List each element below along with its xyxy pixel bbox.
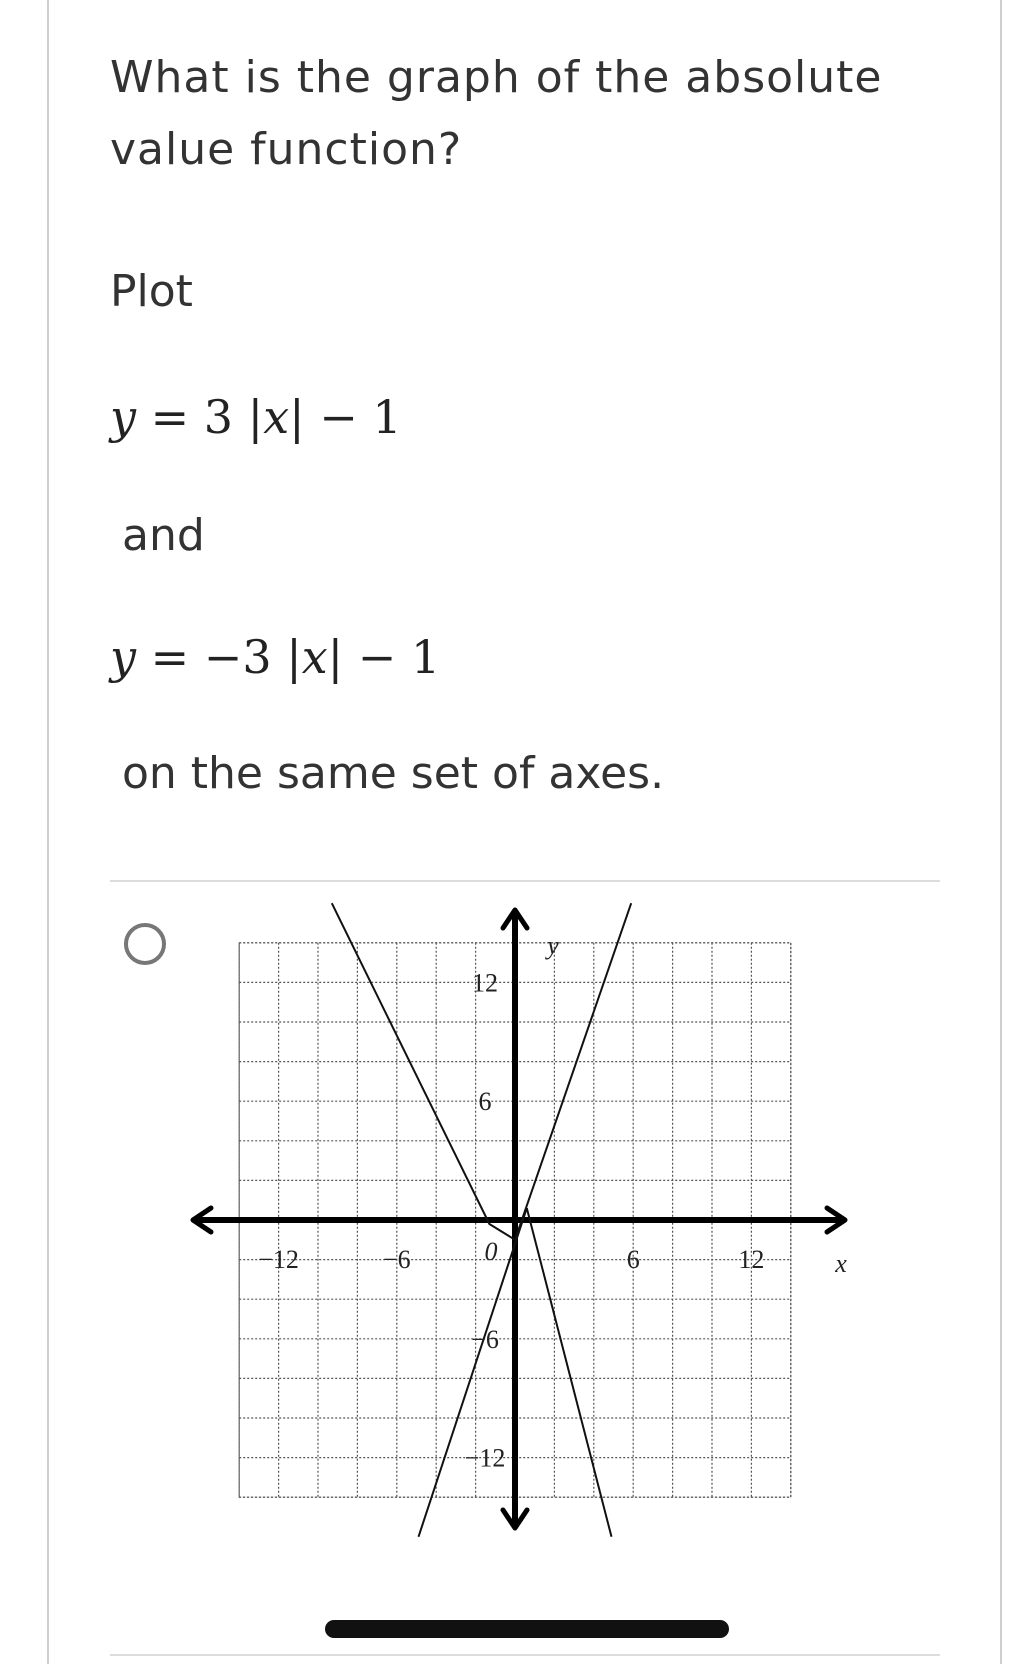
equation-2-y: y [110,630,136,684]
answer-graph [185,900,885,1620]
y-tick-label: 6 [478,1087,492,1117]
equation-1-y: y [110,390,136,444]
and-text: and [122,510,205,561]
question-text: What is the graph of the absolute value function? [110,52,883,175]
axes-instruction-text: on the same set of axes. [122,748,665,799]
frame-right-border [1000,0,1002,1664]
x-tick-label: −12 [258,1245,299,1274]
y-tick-label: −12 [464,1443,506,1473]
plot-label: Plot [110,266,193,317]
equation-2-rhs-a: = −3 | [136,630,302,684]
equation-2 [110,630,440,684]
equation-1-rhs-b: | − 1 [289,390,402,444]
equation-1 [110,390,402,444]
equation-1-rhs-a: = 3 | [136,390,264,444]
equation-2-x: x [301,630,328,684]
option-radio-button[interactable] [124,923,166,965]
option-divider-top [110,880,940,882]
y-axis-label: y [547,931,559,960]
series-line-4 [527,1208,612,1537]
y-tick-label: −6 [471,1324,499,1354]
x-axis-label: x [835,1249,847,1278]
origin-label: 0 [484,1237,498,1266]
x-tick-label: −6 [382,1245,411,1274]
series-line-3 [419,1208,527,1537]
series-line-1 [332,903,515,1240]
equation-2-rhs-b: | − 1 [327,630,441,684]
series-line-2 [515,903,631,1240]
frame-left-border [47,0,49,1664]
x-tick-label: 12 [738,1245,765,1274]
x-tick-label: 6 [626,1245,640,1274]
y-tick-label: 12 [472,968,498,998]
option-divider-bottom [110,1654,940,1656]
home-indicator-bar [325,1620,729,1638]
equation-1-x: x [263,390,290,444]
